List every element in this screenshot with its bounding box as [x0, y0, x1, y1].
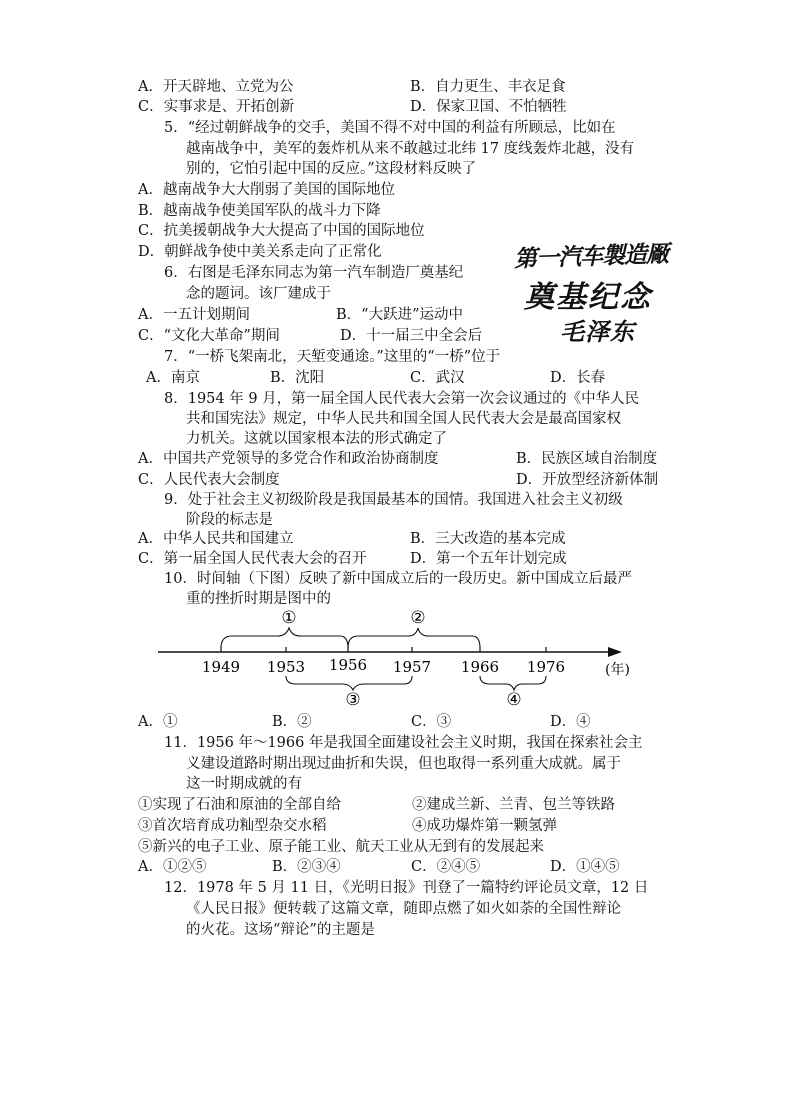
year-label: 1956 — [328, 656, 368, 674]
q11-item-5: ⑤新兴的电子工业、原子能工业、航天工业从无到有的发展起来 — [138, 839, 544, 855]
q9-option-c: C．第一届全国人民代表大会的召开 — [138, 551, 367, 567]
mao-inscription-image — [512, 238, 680, 346]
q9-stem-line1: 9．处于社会主义初级阶段是我国最基本的国情。我国进入社会主义初级 — [164, 492, 623, 508]
year-label: 1949 — [201, 658, 241, 676]
q9-option-b: B．三大改造的基本完成 — [410, 531, 566, 547]
q12-stem-line1: 12．1978 年 5 月 11 日，《光明日报》刊登了一篇特约评论员文章，12 日 — [164, 880, 649, 896]
q8-stem-line2: 共和国宪法》规定，中华人民共和国全国人民代表大会是最高国家权 — [186, 411, 621, 427]
unit-label: (年) — [605, 662, 630, 678]
q4-option-d: D．保家卫国、不怕牺牲 — [410, 99, 567, 115]
brace-4 — [480, 676, 546, 690]
q10-stem-line2: 重的挫折时期是图中的 — [186, 591, 331, 607]
q10-stem-line1: 10．时间轴（下图）反映了新中国成立后的一段历史。新中国成立后最严 — [164, 571, 632, 587]
period-label-2: ② — [410, 608, 426, 628]
period-label-3: ③ — [345, 690, 361, 710]
q11-item-4: ④成功爆炸第一颗氢弹 — [412, 818, 557, 834]
q12-stem-line2: 《人民日报》便转载了这篇文章，随即点燃了如火如荼的全国性辩论 — [186, 901, 621, 917]
q11-item-3: ③首次培育成功籼型杂交水稻 — [138, 818, 327, 834]
q5-stem-line3: 别的，它怕引起中国的反应。”这段材料反映了 — [186, 161, 477, 177]
q9-stem-line2: 阶段的标志是 — [186, 512, 273, 528]
q11-stem-line3: 这一时期成就的有 — [186, 776, 302, 792]
q10-option-a: A．① — [138, 714, 178, 730]
q11-item-1: ①实现了石油和原油的全部自给 — [138, 797, 341, 813]
year-label: 1953 — [266, 658, 306, 676]
year-label: 1966 — [460, 658, 500, 676]
q7-option-c: C．武汉 — [410, 370, 465, 386]
q5-option-c: C．抗美援朝战争大大提高了中国的国际地位 — [138, 223, 425, 239]
q11-stem-line1: 11．1956 年～1966 年是我国全面建设社会主义时期，我国在探索社会主 — [164, 735, 643, 751]
q7-stem: 7．“一桥飞架南北，天堑变通途。”这里的“一桥”位于 — [164, 349, 501, 365]
q8-stem-line1: 8．1954 年 9 月，第一届全国人民代表大会第一次会议通过的《中华人民 — [164, 391, 640, 407]
q8-option-d: D．开放型经济新体制 — [516, 472, 659, 488]
q10-option-d: D．④ — [550, 714, 591, 730]
q6-option-a: A．一五计划期间 — [138, 307, 250, 323]
q5-option-a: A．越南战争大大削弱了美国的国际地位 — [138, 182, 395, 198]
q7-option-a: A．南京 — [146, 370, 200, 386]
q11-option-c: C．②④⑤ — [411, 859, 481, 875]
q4-option-b: B．自力更生、丰衣足食 — [410, 79, 566, 95]
q6-stem-line1: 6．右图是毛泽东同志为第一汽车制造厂奠基纪 — [164, 265, 464, 281]
q4-option-c: C．实事求是、开拓创新 — [138, 99, 295, 115]
year-label: 1957 — [392, 658, 432, 676]
q4-option-a: A．开天辟地、立党为公 — [138, 79, 294, 95]
q6-option-b: B．“大跃进”运动中 — [336, 307, 463, 323]
q8-option-a: A．中国共产党领导的多党合作和政治协商制度 — [138, 451, 439, 467]
inscription-line3: 毛泽东 — [560, 317, 635, 346]
q5-stem-line1: 5．“经过朝鲜战争的交手，美国不得不对中国的利益有所顾忌，比如在 — [164, 120, 616, 136]
brace-2 — [348, 628, 480, 648]
q9-option-a: A．中华人民共和国建立 — [138, 531, 294, 547]
period-label-4: ④ — [506, 690, 522, 710]
q11-stem-line2: 义建设道路时期出现过曲折和失误，但也取得一系列重大成就。属于 — [186, 756, 621, 772]
q11-item-2: ②建成兰新、兰青、包兰等铁路 — [412, 797, 615, 813]
q12-stem-line3: 的火花。这场“辩论”的主题是 — [186, 922, 375, 938]
q9-option-d: D．第一个五年计划完成 — [410, 551, 567, 567]
q6-stem-line2: 念的题词。该厂建成于 — [186, 286, 331, 302]
q10-option-c: C．③ — [411, 714, 452, 730]
q8-option-c: C．人民代表大会制度 — [138, 472, 280, 488]
q8-option-b: B．民族区域自治制度 — [516, 451, 658, 467]
q8-stem-line3: 力机关。这就以国家根本法的形式确定了 — [186, 431, 447, 447]
q7-option-d: D．长春 — [550, 370, 606, 386]
period-label-1: ① — [281, 608, 297, 628]
inscription-line2: 奠基纪念 — [524, 280, 652, 315]
brace-3 — [286, 676, 412, 690]
q11-option-d: D．①④⑤ — [550, 859, 620, 875]
q11-option-b: B．②③④ — [272, 859, 341, 875]
timeline-arrow-icon — [608, 647, 622, 657]
q7-option-b: B．沈阳 — [270, 370, 325, 386]
q5-option-d: D．朝鲜战争使中美关系走向了正常化 — [138, 244, 382, 260]
timeline-diagram — [150, 604, 650, 710]
year-label: 1976 — [526, 658, 566, 676]
q10-option-b: B．② — [272, 714, 312, 730]
inscription-line1: 第一汽车製造厰 — [513, 240, 669, 273]
q11-option-a: A．①②⑤ — [138, 859, 207, 875]
brace-1 — [221, 628, 348, 648]
q5-option-b: B．越南战争使美国军队的战斗力下降 — [138, 203, 381, 219]
q5-stem-line2: 越南战争中，美军的轰炸机从来不敢越过北纬 17 度线轰炸北越，没有 — [186, 141, 635, 157]
q6-option-d: D．十一届三中全会后 — [340, 328, 483, 344]
q6-option-c: C．“文化大革命”期间 — [138, 328, 280, 344]
